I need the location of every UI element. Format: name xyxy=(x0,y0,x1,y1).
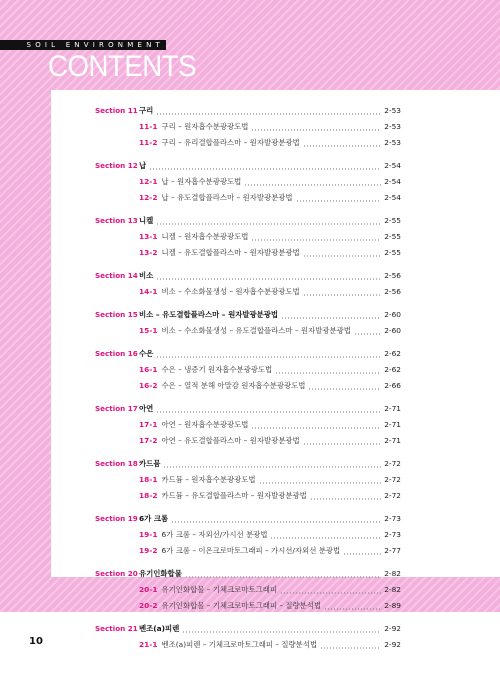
dot-leader xyxy=(303,443,382,445)
section-page: 2-54 xyxy=(384,161,401,170)
dot-leader xyxy=(303,255,382,257)
subsection-page: 2-72 xyxy=(384,475,401,484)
subsection-page: 2-71 xyxy=(384,436,401,445)
subsection-title: 니켈 – 원자흡수분광광도법 xyxy=(161,232,249,241)
section-number: Section 15 xyxy=(95,310,138,319)
toc-section-row[interactable] xyxy=(95,458,401,474)
section-title: 벤조(a)피렌 xyxy=(139,624,180,633)
toc-section-row[interactable] xyxy=(95,215,401,231)
dot-leader xyxy=(280,592,381,594)
section-page: 2-82 xyxy=(384,569,401,578)
subsection-number: 11-2 xyxy=(139,138,158,147)
subsection-title: 비소 – 수소화물생성 – 원자흡수분광광도법 xyxy=(161,287,300,296)
subsection-page: 2-71 xyxy=(384,420,401,429)
dot-leader xyxy=(303,294,382,296)
subsection-number: 20-2 xyxy=(139,601,158,610)
subsection-page: 2-62 xyxy=(384,365,401,374)
section-page: 2-62 xyxy=(384,349,401,358)
dot-leader xyxy=(156,278,381,280)
toc-subsection-row[interactable] xyxy=(95,435,401,451)
subsection-page: 2-55 xyxy=(384,248,401,257)
subsection-title: 구리 – 유리결합플라스마 – 원자발광분광법 xyxy=(161,138,300,147)
dot-leader xyxy=(310,498,381,500)
dot-leader xyxy=(163,466,381,468)
section-page: 2-60 xyxy=(384,310,401,319)
subsection-title: 6가 크롬 – 이온크로마토그래피 – 가시선/자외선 분광법 xyxy=(161,546,341,555)
section-page: 2-55 xyxy=(384,216,401,225)
section-title: 유기인화합물 xyxy=(139,569,182,578)
dot-leader xyxy=(182,631,381,633)
toc-section-row[interactable] xyxy=(95,513,401,529)
section-page: 2-72 xyxy=(384,459,401,468)
subsection-page: 2-53 xyxy=(384,122,401,131)
subsection-title: 6가 크롬 – 자외선/가시선 분광법 xyxy=(161,530,268,539)
dot-leader xyxy=(281,317,381,319)
subsection-title: 카드뮴 – 원자흡수분광광도법 xyxy=(161,475,256,484)
section-page: 2-53 xyxy=(384,106,401,115)
section-page: 2-73 xyxy=(384,514,401,523)
toc-subsection-row[interactable] xyxy=(95,192,401,208)
page-number: 10 xyxy=(29,636,43,647)
toc-section-row[interactable] xyxy=(95,403,401,419)
subsection-number: 17-1 xyxy=(139,420,158,429)
toc-subsection-row[interactable] xyxy=(95,584,401,600)
section-title: 수은 xyxy=(139,349,154,358)
subsection-page: 2-92 xyxy=(384,640,401,649)
toc-subsection-row[interactable] xyxy=(95,545,401,561)
dot-leader xyxy=(320,647,381,649)
toc-section-row[interactable] xyxy=(95,105,401,121)
dot-leader xyxy=(156,223,381,225)
dot-leader xyxy=(343,553,381,555)
subsection-page: 2-89 xyxy=(384,601,401,610)
subsection-number: 14-1 xyxy=(139,287,158,296)
toc-subsection-row[interactable] xyxy=(95,600,401,616)
dot-leader xyxy=(156,113,381,115)
subsection-title: 납 – 유도결합플라스마 – 원자발광분광법 xyxy=(161,193,293,202)
subsection-title: 아연 – 유도결합플라스마 – 원자발광분광법 xyxy=(161,436,300,445)
subsection-page: 2-72 xyxy=(384,491,401,500)
header-label: SOIL ENVIRONMENT xyxy=(0,40,166,50)
toc-subsection-row[interactable] xyxy=(95,137,401,153)
section-number: Section 20 xyxy=(95,569,138,578)
section-number: Section 19 xyxy=(95,514,138,523)
toc-subsection-row[interactable] xyxy=(95,639,401,655)
toc-subsection-row[interactable] xyxy=(95,474,401,490)
table-of-contents xyxy=(95,105,401,655)
toc-section-row[interactable] xyxy=(95,309,401,325)
dot-leader xyxy=(308,388,381,390)
toc-subsection-row[interactable] xyxy=(95,121,401,137)
section-page: 2-56 xyxy=(384,271,401,280)
toc-subsection-row[interactable] xyxy=(95,247,401,263)
toc-section-row[interactable] xyxy=(95,270,401,286)
subsection-title: 벤조(a)피렌 – 기체크로마토그래피 – 질량분석법 xyxy=(161,640,318,649)
subsection-number: 12-2 xyxy=(139,193,158,202)
subsection-title: 유기인화합물 – 기체크로마토그래피 – 질량분석법 xyxy=(161,601,322,610)
subsection-number: 20-1 xyxy=(139,585,158,594)
subsection-number: 18-2 xyxy=(139,491,158,500)
section-page: 2-92 xyxy=(384,624,401,633)
section-title: 비소 – 유도결합플라스마 – 원자발광분광법 xyxy=(139,310,279,319)
subsection-page: 2-56 xyxy=(384,287,401,296)
dot-leader xyxy=(185,576,381,578)
toc-section-row[interactable] xyxy=(95,348,401,364)
subsection-title: 아연 – 원자흡수분광광도법 xyxy=(161,420,249,429)
subsection-title: 카드뮴 – 유도결합플라스마 – 원자발광분광법 xyxy=(161,491,307,500)
subsection-number: 19-2 xyxy=(139,546,158,555)
dot-leader xyxy=(275,372,381,374)
section-number: Section 11 xyxy=(95,106,138,115)
subsection-number: 16-2 xyxy=(139,381,158,390)
dot-leader xyxy=(354,333,381,335)
dot-leader xyxy=(251,239,381,241)
toc-subsection-row[interactable] xyxy=(95,419,401,435)
section-number: Section 13 xyxy=(95,216,138,225)
subsection-page: 2-55 xyxy=(384,232,401,241)
toc-section-row[interactable] xyxy=(95,568,401,584)
dot-leader xyxy=(303,145,382,147)
subsection-number: 17-2 xyxy=(139,436,158,445)
subsection-number: 12-1 xyxy=(139,177,158,186)
subsection-number: 11-1 xyxy=(139,122,158,131)
section-title: 니켈 xyxy=(139,216,154,225)
subsection-number: 16-1 xyxy=(139,365,158,374)
dot-leader xyxy=(324,608,381,610)
subsection-number: 15-1 xyxy=(139,326,158,335)
dot-leader xyxy=(270,537,381,539)
section-title: 아연 xyxy=(139,404,154,413)
subsection-page: 2-77 xyxy=(384,546,401,555)
section-title: 구리 xyxy=(139,106,154,115)
subsection-page: 2-82 xyxy=(384,585,401,594)
subsection-number: 13-2 xyxy=(139,248,158,257)
subsection-number: 19-1 xyxy=(139,530,158,539)
subsection-number: 13-1 xyxy=(139,232,158,241)
section-title: 카드뮴 xyxy=(139,459,161,468)
toc-subsection-row[interactable] xyxy=(95,380,401,396)
subsection-page: 2-60 xyxy=(384,326,401,335)
dot-leader xyxy=(156,411,381,413)
page-title: CONTENTS xyxy=(48,50,197,83)
subsection-title: 비소 – 수소화물생성 – 유도결합플라스마 – 원자발광분광법 xyxy=(161,326,351,335)
section-title: 6가 크롬 xyxy=(139,514,169,523)
subsection-title: 납 – 원자흡수분광광도법 xyxy=(161,177,242,186)
toc-subsection-row[interactable] xyxy=(95,490,401,506)
toc-section-row[interactable] xyxy=(95,623,401,639)
section-number: Section 16 xyxy=(95,349,138,358)
subsection-title: 유기인화합물 – 기체크로마토그래피 xyxy=(161,585,277,594)
dot-leader xyxy=(296,200,382,202)
subsection-page: 2-73 xyxy=(384,530,401,539)
dot-leader xyxy=(244,184,381,186)
dot-leader xyxy=(149,168,381,170)
section-number: Section 12 xyxy=(95,161,138,170)
section-number: Section 18 xyxy=(95,459,138,468)
section-number: Section 21 xyxy=(95,624,138,633)
section-title: 납 xyxy=(139,161,147,170)
subsection-page: 2-54 xyxy=(384,177,401,186)
section-number: Section 17 xyxy=(95,404,138,413)
dot-leader xyxy=(259,482,382,484)
subsection-page: 2-66 xyxy=(384,381,401,390)
toc-subsection-row[interactable] xyxy=(95,364,401,380)
subsection-title: 구리 – 원자흡수분광광도법 xyxy=(161,122,249,131)
toc-subsection-row[interactable] xyxy=(95,231,401,247)
subsection-title: 수은 – 냉증기 원자흡수분광광도법 xyxy=(161,365,273,374)
subsection-number: 18-1 xyxy=(139,475,158,484)
toc-section-row[interactable] xyxy=(95,160,401,176)
toc-subsection-row[interactable] xyxy=(95,286,401,302)
dot-leader xyxy=(156,356,381,358)
toc-subsection-row[interactable] xyxy=(95,325,401,341)
subsection-number: 21-1 xyxy=(139,640,158,649)
section-number: Section 14 xyxy=(95,271,138,280)
dot-leader xyxy=(171,521,381,523)
toc-subsection-row[interactable] xyxy=(95,529,401,545)
subsection-title: 니켈 – 유도결합플라스마 – 원자발광분광법 xyxy=(161,248,300,257)
toc-subsection-row[interactable] xyxy=(95,176,401,192)
section-page: 2-71 xyxy=(384,404,401,413)
dot-leader xyxy=(251,129,381,131)
section-title: 비소 xyxy=(139,271,154,280)
subsection-page: 2-54 xyxy=(384,193,401,202)
subsection-title: 수은 – 열적 분해 아말감 원자흡수분광광도법 xyxy=(161,381,306,390)
subsection-page: 2-53 xyxy=(384,138,401,147)
dot-leader xyxy=(251,427,381,429)
